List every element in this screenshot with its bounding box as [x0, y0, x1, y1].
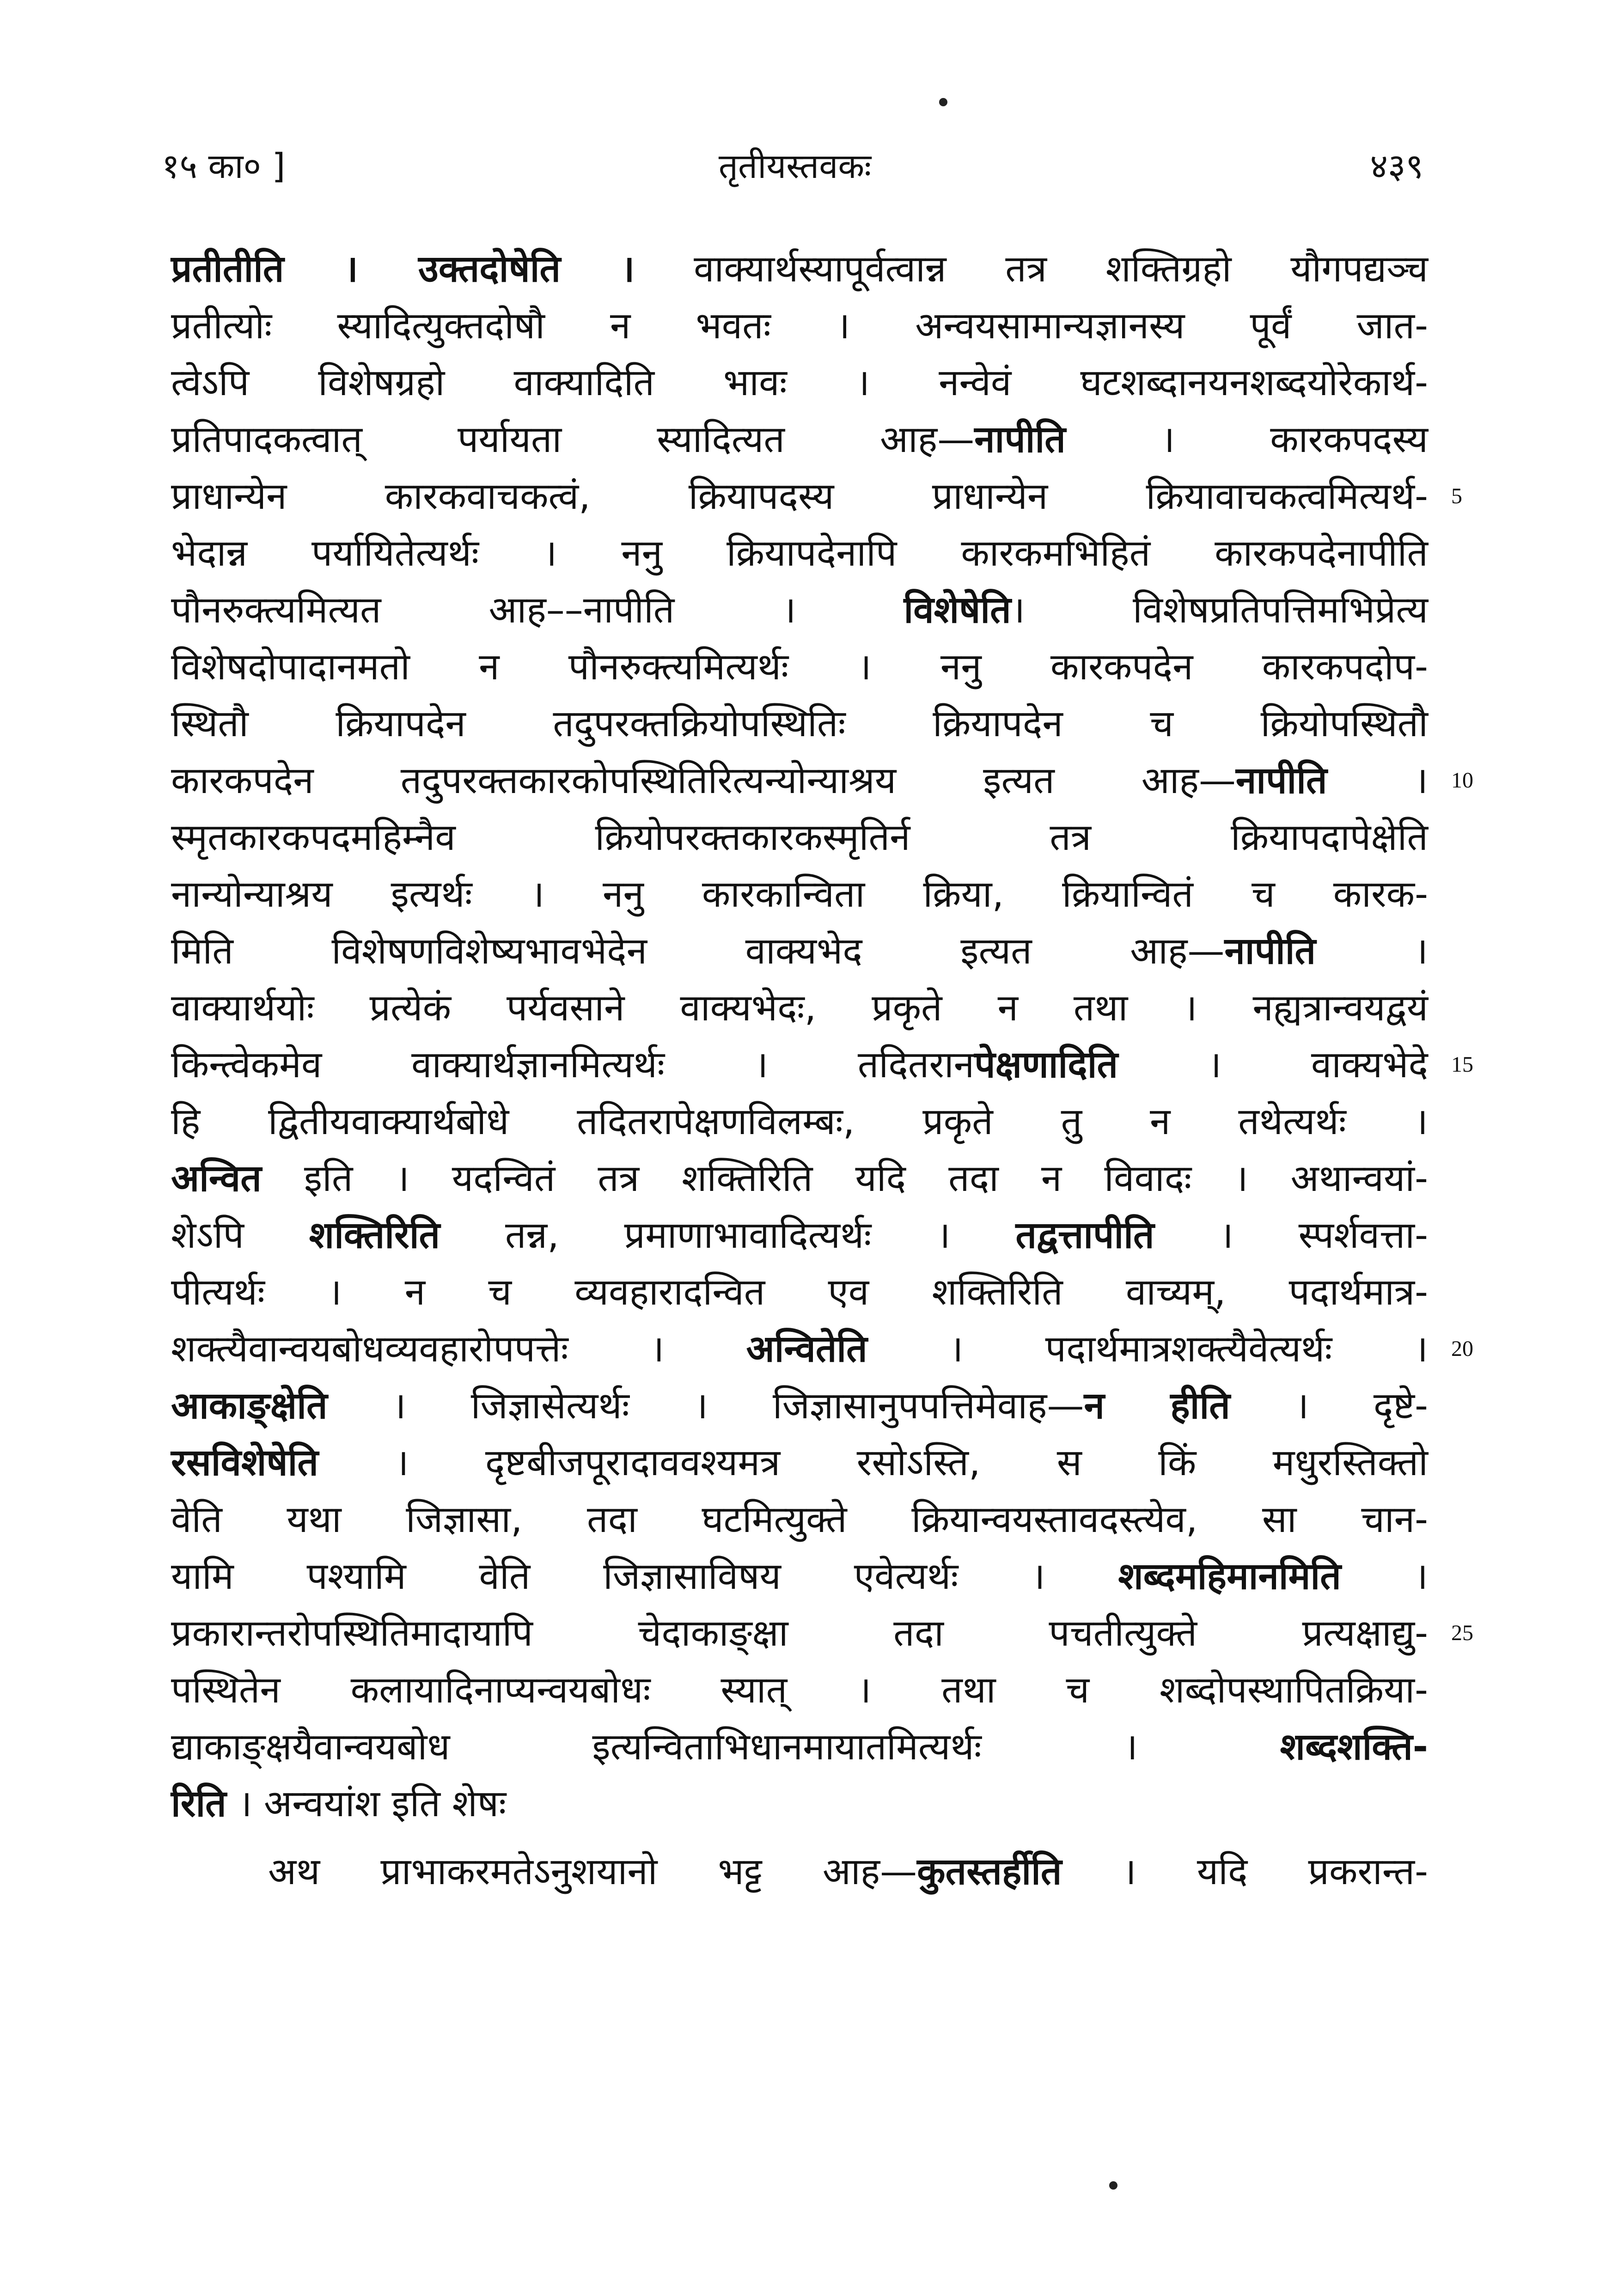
text-run: । यदि प्रकरान्त-	[1062, 1850, 1428, 1893]
text-line	[171, 922, 1428, 979]
text-run: यामि पश्यामि वेति जिज्ञासाविषय एवेत्यर्थः ।	[171, 1555, 1118, 1598]
text-line	[171, 1263, 1428, 1320]
line-number: 20	[1451, 1336, 1473, 1361]
text-run: मिति विशेषणविशेष्यभावभेदेन वाक्यभेद इत्यत आह—	[171, 929, 1225, 972]
text-run: प्रकारान्तरोपस्थितिमादायापि चेदाकाङ्क्षा तदा पचतीत्युक्ते प्रत्यक्षाद्यु-	[171, 1611, 1428, 1654]
text-run: प्रतीत्योः स्यादित्युक्तदोषौ न भवतः । अन्वयसामान्यज्ञानस्य पूर्वं जात-	[171, 304, 1428, 347]
text-line	[171, 1434, 1428, 1491]
text-run: पस्थितेन कलायादिनाप्यन्वयबोधः स्यात् । तथा च शब्दोपस्थापितक्रिया-	[171, 1668, 1428, 1711]
text-line	[171, 1718, 1428, 1775]
bold-lemma: पेक्षणादिति	[974, 1043, 1118, 1086]
bold-lemma: न हीति	[1084, 1384, 1230, 1427]
text-run: किन्त्वेकमेव वाक्यार्थज्ञानमित्यर्थः । तदितरान	[171, 1043, 975, 1086]
header-left: १५ का० ]	[162, 146, 286, 186]
text-line	[171, 1207, 1428, 1263]
text-run: शेऽपि	[171, 1214, 309, 1257]
text-run: कारकपदेन तदुपरक्तकारकोपस्थितिरित्यन्योन्याश्रय इत्यत आह—	[171, 759, 1236, 802]
text-run: विशेषदोपादानमतो न पौनरुक्त्यमित्यर्थः । ननु कारकपदेन कारकपदोप-	[171, 645, 1428, 688]
text-line	[171, 354, 1428, 411]
bold-lemma: शक्तिरिति	[309, 1214, 440, 1257]
text-line	[171, 752, 1428, 809]
text-line	[171, 866, 1428, 922]
page-number: ४३९	[1370, 146, 1423, 186]
text-run: । अन्वयांश इति शेषः	[226, 1782, 507, 1825]
bold-lemma: रिति	[171, 1782, 226, 1825]
text-run: वाक्यार्थयोः प्रत्येकं पर्यवसाने वाक्यभेदः, प्रकृते न तथा । नह्यत्रान्वयद्वयं	[171, 986, 1428, 1029]
text-run: । दृष्टबीजपूरादाववश्यमत्र रसोऽस्ति, स किं मधुरस्तिक्तो	[318, 1441, 1428, 1484]
text-line	[171, 1605, 1428, 1661]
text-line	[171, 1548, 1428, 1605]
text-run: वाक्यार्थस्यापूर्वत्वान्न तत्र शक्तिग्रहो यौगपद्यञ्च	[635, 247, 1428, 290]
text-run: स्मृतकारकपदमहिम्नैव क्रियोपरक्तकारकस्मृतिर्न तत्र क्रियापदापेक्षेति	[171, 816, 1428, 859]
print-speck	[939, 98, 947, 106]
text-run: त्वेऽपि विशेषग्रहो वाक्यादिति भावः । नन्वेवं घटशब्दानयनशब्दयोरेकार्थ-	[171, 361, 1428, 404]
text-line	[171, 1093, 1428, 1150]
text-run: पीत्यर्थः । न च व्यवहारादन्वित एव शक्तिरिति वाच्यम्, पदार्थमात्र-	[171, 1270, 1428, 1313]
text-line	[171, 1320, 1428, 1377]
text-line	[171, 1150, 1428, 1207]
line-number: 15	[1451, 1052, 1473, 1077]
text-run: । कारकपदस्य	[1065, 418, 1428, 461]
text-run: पौनरुक्त्यमित्यत आह––नापीति ।	[171, 588, 904, 631]
text-line	[171, 1775, 1428, 1832]
line-number: 5	[1451, 484, 1462, 508]
text-run: तन्न, प्रमाणाभावादित्यर्थः ।	[440, 1214, 1016, 1257]
text-run: । दृष्टे-	[1230, 1384, 1428, 1427]
text-run: प्राधान्येन कारकवाचकत्वं, क्रियापदस्य प्राधान्येन क्रियावाचकत्वमित्यर्थ-	[171, 475, 1428, 518]
bold-lemma: नापीति	[1224, 929, 1316, 972]
bold-lemma: शब्दमहिमानमिति	[1118, 1555, 1341, 1598]
text-run: शक्त्यैवान्वयबोधव्यवहारोपपत्तेः ।	[171, 1327, 746, 1370]
text-run: नान्योन्याश्रय इत्यर्थः । ननु कारकान्विता क्रिया, क्रियान्वितं च कारक-	[171, 873, 1428, 915]
text-run: द्याकाङ्क्षयैवान्वयबोध इत्यन्विताभिधानमायातमित्यर्थः ।	[171, 1725, 1280, 1768]
line-number: 10	[1451, 768, 1473, 793]
bold-lemma: विशेषेति	[904, 588, 1011, 631]
text-run: । पदार्थमात्रशक्त्यैवेत्यर्थः ।	[867, 1327, 1429, 1370]
text-line	[171, 297, 1428, 354]
text-run: भेदान्न पर्यायितेत्यर्थः । ननु क्रियापदेनापि कारकमभिहितं कारकपदेनापीति	[171, 531, 1428, 574]
line-number: 25	[1451, 1621, 1473, 1645]
text-line	[171, 1036, 1428, 1093]
text-line	[171, 468, 1428, 525]
text-run: । वाक्यभेदे	[1118, 1043, 1428, 1086]
print-speck	[1109, 2181, 1117, 2190]
text-line	[171, 1661, 1428, 1718]
bold-lemma: अन्वितेति	[746, 1327, 867, 1370]
text-line	[171, 1843, 1428, 1900]
bold-lemma: नापीति	[1235, 759, 1327, 802]
bold-lemma: नापीति	[974, 418, 1066, 461]
commentary-text	[171, 240, 1428, 1900]
text-run: स्थितौ क्रियापदेन तदुपरक्तक्रियोपस्थितिः क्रियापदेन च क्रियोपस्थितौ	[171, 702, 1428, 745]
text-run: ।	[1327, 759, 1428, 802]
text-run: प्रतिपादकत्वात् पर्यायता स्यादित्यत आह—	[171, 418, 975, 461]
text-line	[171, 638, 1428, 695]
text-line	[171, 581, 1428, 638]
page-header	[157, 139, 1433, 194]
text-line	[171, 525, 1428, 581]
text-run: वेति यथा जिज्ञासा, तदा घटमित्युक्ते क्रियान्वयस्तावदस्त्येव, सा चान-	[171, 1498, 1428, 1541]
bold-lemma: कुतस्तर्हीति	[917, 1850, 1062, 1893]
bold-lemma: रसविशेषेति	[171, 1441, 318, 1484]
bold-lemma: प्रतीतीति । उक्तदोषेति ।	[171, 247, 635, 290]
bold-lemma: शब्दशक्ति-	[1280, 1725, 1428, 1768]
text-line	[171, 809, 1428, 866]
text-run: ।	[1316, 929, 1429, 972]
bold-lemma: आकाङ्क्षेति	[171, 1384, 328, 1427]
text-run: । जिज्ञासेत्यर्थः । जिज्ञासानुपपत्तिमेवाह—	[327, 1384, 1084, 1427]
text-line	[171, 695, 1428, 752]
text-run: इति । यदन्वितं तत्र शक्तिरिति यदि तदा न विवादः । अथान्वयां-	[261, 1157, 1428, 1200]
text-run: हि द्वितीयवाक्यार्थबोधे तदितरापेक्षणविलम्बः, प्रकृते तु न तथेत्यर्थः ।	[171, 1100, 1428, 1143]
bold-lemma: अन्वित	[171, 1157, 262, 1200]
bold-lemma: तद्वत्तापीति	[1015, 1214, 1154, 1257]
text-line	[171, 240, 1428, 297]
running-title: तृतीयस्तवकः	[718, 146, 872, 186]
text-line	[171, 411, 1428, 468]
text-run: । विशेषप्रतिपत्तिमभिप्रेत्य	[1011, 588, 1428, 631]
text-line	[171, 1377, 1428, 1434]
text-run: । स्पर्शवत्ता-	[1154, 1214, 1428, 1257]
text-line	[171, 979, 1428, 1036]
text-run: ।	[1341, 1555, 1428, 1598]
text-line	[171, 1491, 1428, 1548]
text-run: अथ प्राभाकरमतेऽनुशयानो भट्ट आह—	[268, 1850, 917, 1893]
